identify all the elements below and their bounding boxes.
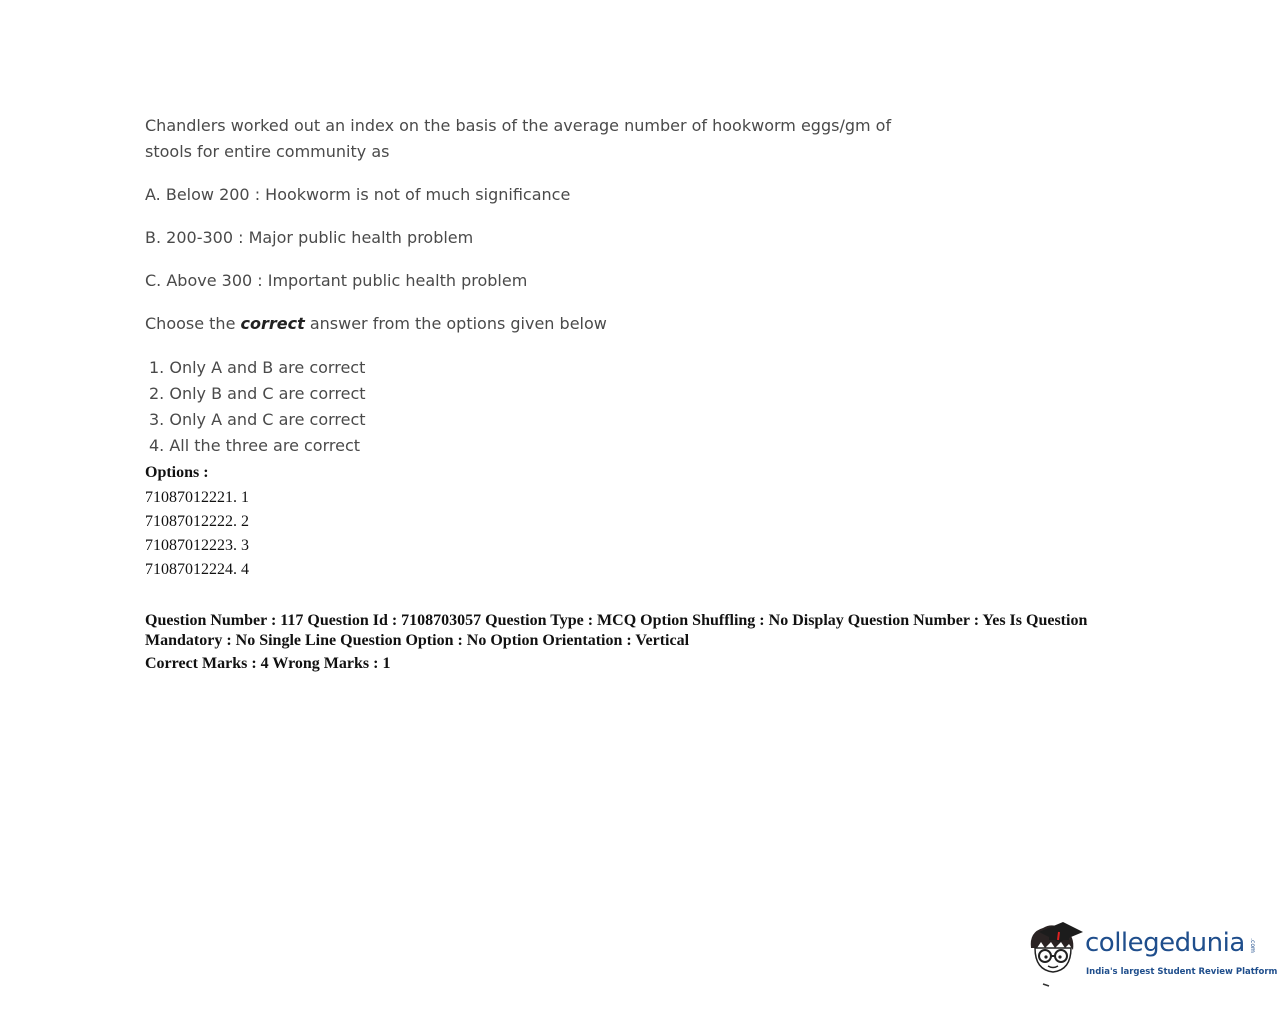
logo-tagline: India's largest Student Review Platform xyxy=(1086,967,1278,977)
options-block xyxy=(145,462,249,582)
choice-item: 4. All the three are correct xyxy=(149,436,361,455)
choice-item: 2. Only B and C are correct xyxy=(149,384,366,403)
instruction xyxy=(145,311,607,337)
question-stem: Chandlers worked out an index on the basis of the average number of hookworm eggs/gm of stools for entire community as xyxy=(145,116,892,161)
logo-suffix: .com xyxy=(1248,938,1256,953)
instruction-emphasis: correct xyxy=(240,314,305,333)
choice-item: 3. Only A and C are correct xyxy=(149,410,366,429)
options-title: Options : xyxy=(145,464,209,481)
question-block xyxy=(145,113,905,455)
option-row: 71087012224. 4 xyxy=(145,561,249,578)
choice-item: 1. Only A and B are correct xyxy=(149,358,366,377)
question-info: Question Number : 117 Question Id : 7108703057 Question Type : MCQ Option Shuffling : No Display Question Number : Yes Is Question Mandatory : No Single Line Question Option : No Option Orientation : Vertical xyxy=(145,612,1088,649)
collegedunia-logo xyxy=(1025,918,1278,988)
question-meta xyxy=(145,611,1135,674)
instruction-suffix: answer from the options given below xyxy=(304,314,607,333)
option-row: 71087012222. 2 xyxy=(145,513,249,530)
statement-b: B. 200-300 : Major public health problem xyxy=(145,228,474,247)
mascot-graduation-cap-icon xyxy=(1025,918,1085,988)
choice-list xyxy=(149,355,366,459)
option-row: 71087012223. 3 xyxy=(145,537,249,554)
logo-wordmark: collegedunia xyxy=(1085,928,1245,958)
option-row: 71087012221. 1 xyxy=(145,489,249,506)
statement-c: C. Above 300 : Important public health problem xyxy=(145,271,528,290)
marks-info: Correct Marks : 4 Wrong Marks : 1 xyxy=(145,655,391,672)
statement-a: A. Below 200 : Hookworm is not of much significance xyxy=(145,185,571,204)
instruction-prefix: Choose the xyxy=(145,314,241,333)
